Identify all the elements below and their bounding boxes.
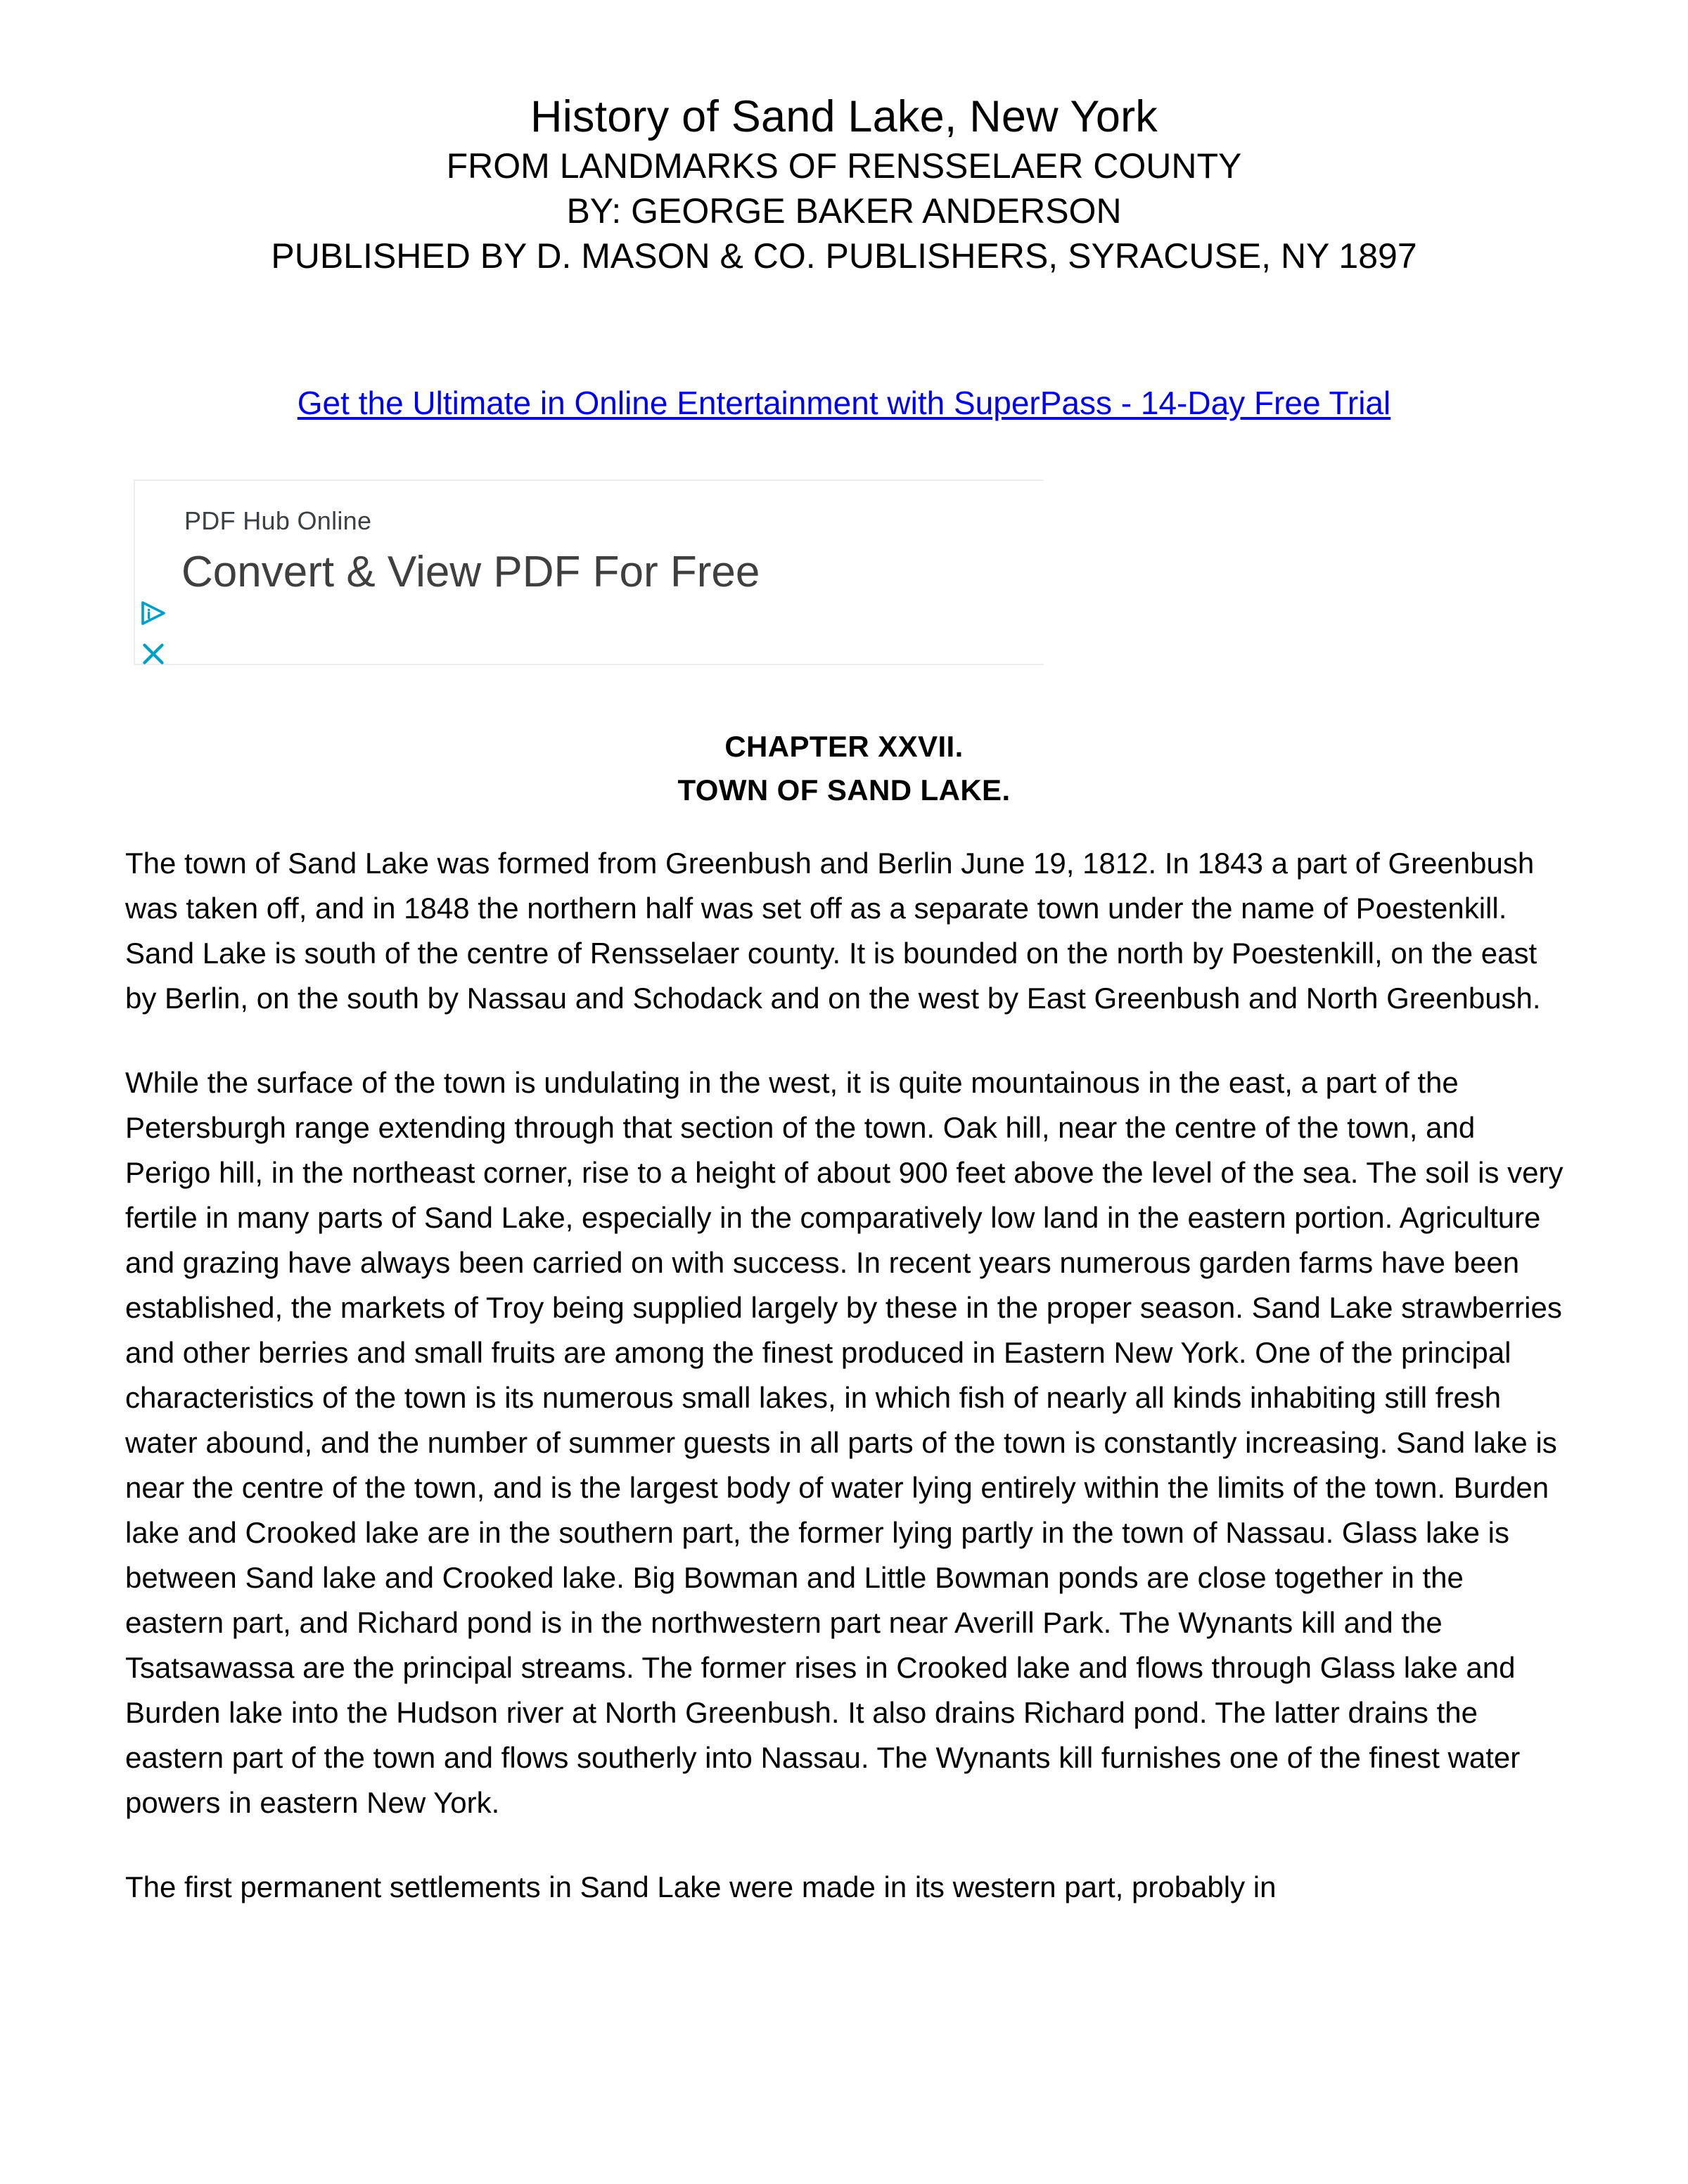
ad-controls <box>139 599 176 668</box>
chapter-heading-block <box>0 725 1688 812</box>
page-title: History of Sand Lake, New York <box>530 92 1158 141</box>
ad-close-x-icon[interactable] <box>139 640 167 668</box>
document-header <box>0 90 1688 278</box>
source-line: FROM LANDMARKS OF RENSSELAER COUNTY <box>446 146 1242 186</box>
ad-advertiser-name: PDF Hub Online <box>184 506 372 535</box>
superpass-promo-link[interactable]: Get the Ultimate in Online Entertainment with SuperPass - 14-Day Free Trial <box>297 385 1391 421</box>
body-paragraph: The first permanent settlements in Sand Lake were made in its western part, probably in <box>125 1870 1277 1903</box>
chapter-title: TOWN OF SAND LAKE. <box>677 773 1011 807</box>
body-paragraph: The town of Sand Lake was formed from Greenbush and Berlin June 19, 1812. In 1843 a part of Greenbush was taken off, and in 1848 the northern half was set off as a separate town under the name of Poestenkill. Sand Lake is south of the centre of Rensselaer county. It is bounded on the north by Poestenkill, on the east by Berlin, on the south by Nassau and Schodack and on the west by East Greenbush and North Greenbush. <box>125 847 1541 1015</box>
advertisement-banner[interactable] <box>134 480 1044 665</box>
body-paragraph: While the surface of the town is undulating in the west, it is quite mountainous in the east, a part of the Petersburgh range extending through that section of the town. Oak hill, near the centre of the town, and Perigo hill, in the northeast corner, rise to a height of about 900 feet above the level of the sea. The soil is very fertile in many parts of Sand Lake, especially in the comparatively low land in the eastern portion. Agriculture and grazing have always been carried on with success. In recent years numerous garden farms have been established, the markets of Troy being supplied largely by these in the proper season. Sand Lake strawberries and other berries and small fruits are among the finest produced in Eastern New York. One of the principal characteristics of the town is its numerous small lakes, in which fish of nearly all kinds inhabiting still fresh water abound, and the number of summer guests in all parts of the town is constantly increasing. Sand lake is near the centre of the town, and is the largest body of water lying entirely within the limits of the town. Burden lake and Crooked lake are in the southern part, the former lying partly in the town of Nassau. Glass lake is between Sand lake and Crooked lake. Big Bowman and Little Bowman ponds are close together in the eastern part, and Richard pond is in the northwestern part near Averill Park. The Wynants kill and the Tsatsawassa are the principal streams. The former rises in Crooked lake and flows through Glass lake and Burden lake into the Hudson river at North Greenbush. It also drains Richard pond. The latter drains the eastern part of the town and flows southerly into Nassau. The Wynants kill furnishes one of the finest water powers in eastern New York. <box>125 1066 1564 1819</box>
author-line: BY: GEORGE BAKER ANDERSON <box>566 191 1122 231</box>
chapter-number: CHAPTER XXVII. <box>724 730 964 763</box>
adchoices-triangle-icon[interactable] <box>139 599 167 627</box>
promo-link-container <box>0 383 1688 423</box>
publisher-line: PUBLISHED BY D. MASON & CO. PUBLISHERS, SYRACUSE, NY 1897 <box>271 236 1417 276</box>
document-body <box>125 841 1564 1910</box>
ad-headline[interactable]: Convert & View PDF For Free <box>181 548 760 596</box>
